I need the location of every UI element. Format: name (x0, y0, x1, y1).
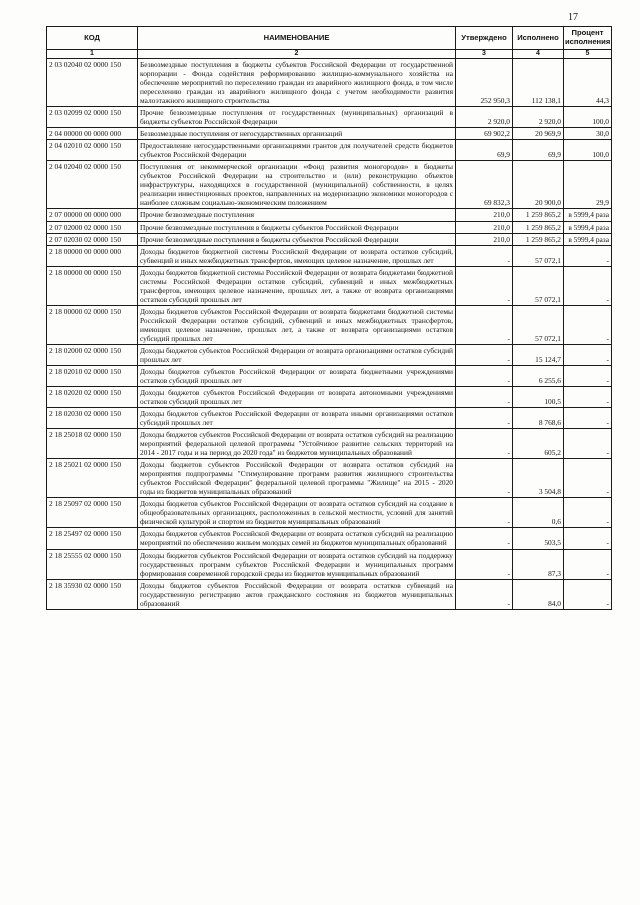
table-row (47, 498, 612, 528)
row-name: Доходы бюджетов субъектов Российской Федерации от возврата иными организациями остатков субсидий прошлых лет (138, 408, 456, 429)
table-row (47, 408, 612, 429)
row-percent: в 5999,4 раза (564, 221, 612, 233)
row-percent: - (564, 579, 612, 609)
table-row (47, 549, 612, 579)
header-name: НАИМЕНОВАНИЕ (138, 27, 456, 50)
row-name: Доходы бюджетов субъектов Российской Федерации от возврата автономными учреждениями остатков субсидий прошлых лет (138, 387, 456, 408)
row-executed: 605,2 (513, 429, 564, 459)
table-row (47, 161, 612, 209)
row-executed: 57 072,1 (513, 305, 564, 344)
row-name: Прочие безвозмездные поступления (138, 209, 456, 221)
row-approved: - (456, 266, 513, 305)
row-executed: 6 255,6 (513, 365, 564, 386)
row-approved: - (456, 549, 513, 579)
row-code: 2 03 02040 02 0000 150 (47, 59, 138, 107)
row-percent: 100,0 (564, 107, 612, 128)
row-percent: - (564, 528, 612, 549)
budget-table (46, 26, 612, 610)
row-code: 2 18 02000 02 0000 150 (47, 344, 138, 365)
row-approved: 69,9 (456, 140, 513, 161)
row-code: 2 18 25555 02 0000 150 (47, 549, 138, 579)
row-approved: 69 832,3 (456, 161, 513, 209)
row-executed: 0,6 (513, 498, 564, 528)
row-approved: - (456, 579, 513, 609)
row-executed: 69,9 (513, 140, 564, 161)
row-code: 2 18 25021 02 0000 150 (47, 459, 138, 498)
table-row (47, 387, 612, 408)
row-approved: - (456, 528, 513, 549)
row-executed: 8 768,6 (513, 408, 564, 429)
row-code: 2 03 02099 02 0000 150 (47, 107, 138, 128)
row-code: 2 18 25497 02 0000 150 (47, 528, 138, 549)
row-percent: 100,0 (564, 140, 612, 161)
row-approved: - (456, 365, 513, 386)
row-approved: 210,0 (456, 233, 513, 245)
row-executed: 84,0 (513, 579, 564, 609)
row-percent: - (564, 344, 612, 365)
table-row (47, 221, 612, 233)
row-executed: 112 138,1 (513, 59, 564, 107)
row-executed: 2 920,0 (513, 107, 564, 128)
row-executed: 57 072,1 (513, 266, 564, 305)
row-executed: 503,5 (513, 528, 564, 549)
table-row (47, 344, 612, 365)
table-row (47, 107, 612, 128)
row-name: Доходы бюджетов субъектов Российской Федерации от возврата остатков субвенций на государственную регистрацию актов гражданского состояния из бюджетов муниципальных образований (138, 579, 456, 609)
row-code: 2 18 25097 02 0000 150 (47, 498, 138, 528)
row-name: Доходы бюджетов субъектов Российской Федерации от возврата бюджетными учреждениями остатков субсидий прошлых лет (138, 365, 456, 386)
row-approved: - (456, 305, 513, 344)
row-code: 2 18 00000 00 0000 150 (47, 266, 138, 305)
column-number: 1 (47, 50, 138, 59)
row-approved: - (456, 498, 513, 528)
row-name: Доходы бюджетов субъектов Российской Федерации от возврата остатков субсидий на реализацию мероприятий по обеспечению жильем молодых семей из бюджетов муниципальных образований (138, 528, 456, 549)
row-approved: - (456, 429, 513, 459)
row-executed: 1 259 865,2 (513, 221, 564, 233)
row-name: Доходы бюджетов субъектов Российской Федерации от возврата остатков субсидий на реализацию мероприятий федеральной целевой программы "Устойчивое развитие сельских территорий на 2014 - 2017 годы и на период до 2020 года" из бюджетов муниципальных образований (138, 429, 456, 459)
row-code: 2 18 00000 00 0000 000 (47, 245, 138, 266)
column-number: 2 (138, 50, 456, 59)
row-executed: 57 072,1 (513, 245, 564, 266)
table-row (47, 245, 612, 266)
row-percent: - (564, 429, 612, 459)
row-percent: - (564, 387, 612, 408)
row-code: 2 18 35930 02 0000 150 (47, 579, 138, 609)
row-executed: 100,5 (513, 387, 564, 408)
row-percent: - (564, 365, 612, 386)
row-name: Доходы бюджетов бюджетной системы Российской Федерации от возврата остатков субсидий, субвенций и иных межбюджетных трансфертов, имеющих целевое назначение, прошлых лет (138, 245, 456, 266)
row-percent: 44,3 (564, 59, 612, 107)
row-name: Доходы бюджетов субъектов Российской Федерации от возврата остатков субсидий на поддержку государственных программ субъектов Российской Федерации и муниципальных программ формирования современной городской среды из бюджетов муниципальных образований (138, 549, 456, 579)
page-number: 17 (568, 12, 578, 23)
table-row (47, 209, 612, 221)
row-name: Предоставление негосударственными организациями грантов для получателей средств бюджетов субъектов Российской Федерации (138, 140, 456, 161)
row-percent: - (564, 245, 612, 266)
row-executed: 15 124,7 (513, 344, 564, 365)
row-code: 2 07 02000 02 0000 150 (47, 221, 138, 233)
header-code: КОД (47, 27, 138, 50)
row-name: Доходы бюджетов бюджетной системы Российской Федерации от возврата бюджетами бюджетной системы Российской Федерации остатков субсидий, субвенций и иных межбюджетных трансфертов, имеющих целевое назначение, прошлых лет, а также от возврата организациями остатков субсидий прошлых лет (138, 266, 456, 305)
table-row (47, 233, 612, 245)
row-name: Прочие безвозмездные поступления в бюджеты субъектов Российской Федерации (138, 221, 456, 233)
row-percent: 29,9 (564, 161, 612, 209)
table-row (47, 128, 612, 140)
column-number-row (47, 50, 612, 59)
row-name: Прочие безвозмездные поступления в бюджеты субъектов Российской Федерации (138, 233, 456, 245)
row-code: 2 07 00000 00 0000 000 (47, 209, 138, 221)
row-name: Безвозмездные поступления в бюджеты субъектов Российской Федерации от государственной корпорации - Фонда содействия реформированию жилищно-коммунального хозяйства на обеспечение мероприятий по переселению граждан из аварийного жилищного фонда, в том числе переселению граждан из аварийного жилищного фонда с учетом необходимости развития малоэтажного жилищного строительства (138, 59, 456, 107)
row-percent: - (564, 549, 612, 579)
column-number: 5 (564, 50, 612, 59)
row-name: Безвозмездные поступления от негосударственных организаций (138, 128, 456, 140)
row-percent: - (564, 305, 612, 344)
row-code: 2 04 02040 02 0000 150 (47, 161, 138, 209)
row-approved: - (456, 245, 513, 266)
row-percent: - (564, 498, 612, 528)
row-approved: - (456, 387, 513, 408)
row-approved: 210,0 (456, 209, 513, 221)
header-row (47, 27, 612, 50)
row-executed: 87,3 (513, 549, 564, 579)
row-percent: в 5999,4 раза (564, 209, 612, 221)
column-number: 3 (456, 50, 513, 59)
row-code: 2 04 02010 02 0000 150 (47, 140, 138, 161)
row-approved: 69 902,2 (456, 128, 513, 140)
row-approved: - (456, 344, 513, 365)
row-name: Поступления от некоммерческой организации «Фонд развития моногородов» в бюджеты субъектов Российской Федерации на строительство и (или) реконструкцию объектов инфраструктуры, находящихся в государственной (муниципальной) собственности, в целях реализации инвестиционных проектов, направленных на модернизацию экономики моногородов с наиболее сложным социально-экономическим положением (138, 161, 456, 209)
row-code: 2 07 02030 02 0000 150 (47, 233, 138, 245)
row-name: Доходы бюджетов субъектов Российской Федерации от возврата остатков субсидий на создание в общеобразовательных организациях, расположенных в сельской местности, условий для занятий физической культурой и спортом из бюджетов муниципальных образований (138, 498, 456, 528)
table-row (47, 305, 612, 344)
row-approved: - (456, 459, 513, 498)
table-row (47, 579, 612, 609)
table-row (47, 140, 612, 161)
row-percent: - (564, 266, 612, 305)
row-executed: 3 504,8 (513, 459, 564, 498)
header-percent: Процент исполнения (564, 27, 612, 50)
column-number: 4 (513, 50, 564, 59)
row-code: 2 18 02020 02 0000 150 (47, 387, 138, 408)
row-approved: - (456, 408, 513, 429)
row-percent: 30,0 (564, 128, 612, 140)
header-executed: Исполнено (513, 27, 564, 50)
table-row (47, 459, 612, 498)
row-code: 2 04 00000 00 0000 000 (47, 128, 138, 140)
row-name: Доходы бюджетов субъектов Российской Федерации от возврата остатков субсидий на мероприятия подпрограммы "Стимулирование программ развития жилищного строительства субъектов Российской Федерации" федеральной целевой программы "Жилище" на 2015 - 2020 годы из бюджетов муниципальных образований (138, 459, 456, 498)
row-name: Доходы бюджетов субъектов Российской Федерации от возврата бюджетами бюджетной системы Российской Федерации остатков субсидий, субвенций и иных межбюджетных трансфертов, имеющих целевое назначение, прошлых лет, а также от возврата организациями остатков субсидий прошлых лет (138, 305, 456, 344)
row-executed: 1 259 865,2 (513, 233, 564, 245)
row-code: 2 18 25018 02 0000 150 (47, 429, 138, 459)
row-name: Доходы бюджетов субъектов Российской Федерации от возврата организациями остатков субсидий прошлых лет (138, 344, 456, 365)
row-approved: 2 920,0 (456, 107, 513, 128)
row-executed: 20 900,0 (513, 161, 564, 209)
row-executed: 20 969,9 (513, 128, 564, 140)
row-percent: в 5999,4 раза (564, 233, 612, 245)
row-code: 2 18 02030 02 0000 150 (47, 408, 138, 429)
row-code: 2 18 00000 02 0000 150 (47, 305, 138, 344)
row-executed: 1 259 865,2 (513, 209, 564, 221)
table-row (47, 528, 612, 549)
header-approved: Утверждено (456, 27, 513, 50)
table-row (47, 365, 612, 386)
row-name: Прочие безвозмездные поступления от государственных (муниципальных) организаций в бюджеты субъектов Российской Федерации (138, 107, 456, 128)
row-percent: - (564, 408, 612, 429)
row-percent: - (564, 459, 612, 498)
table-row (47, 429, 612, 459)
table-row (47, 266, 612, 305)
row-approved: 210,0 (456, 221, 513, 233)
row-approved: 252 950,3 (456, 59, 513, 107)
table-body (47, 59, 612, 610)
row-code: 2 18 02010 02 0000 150 (47, 365, 138, 386)
table-row (47, 59, 612, 107)
